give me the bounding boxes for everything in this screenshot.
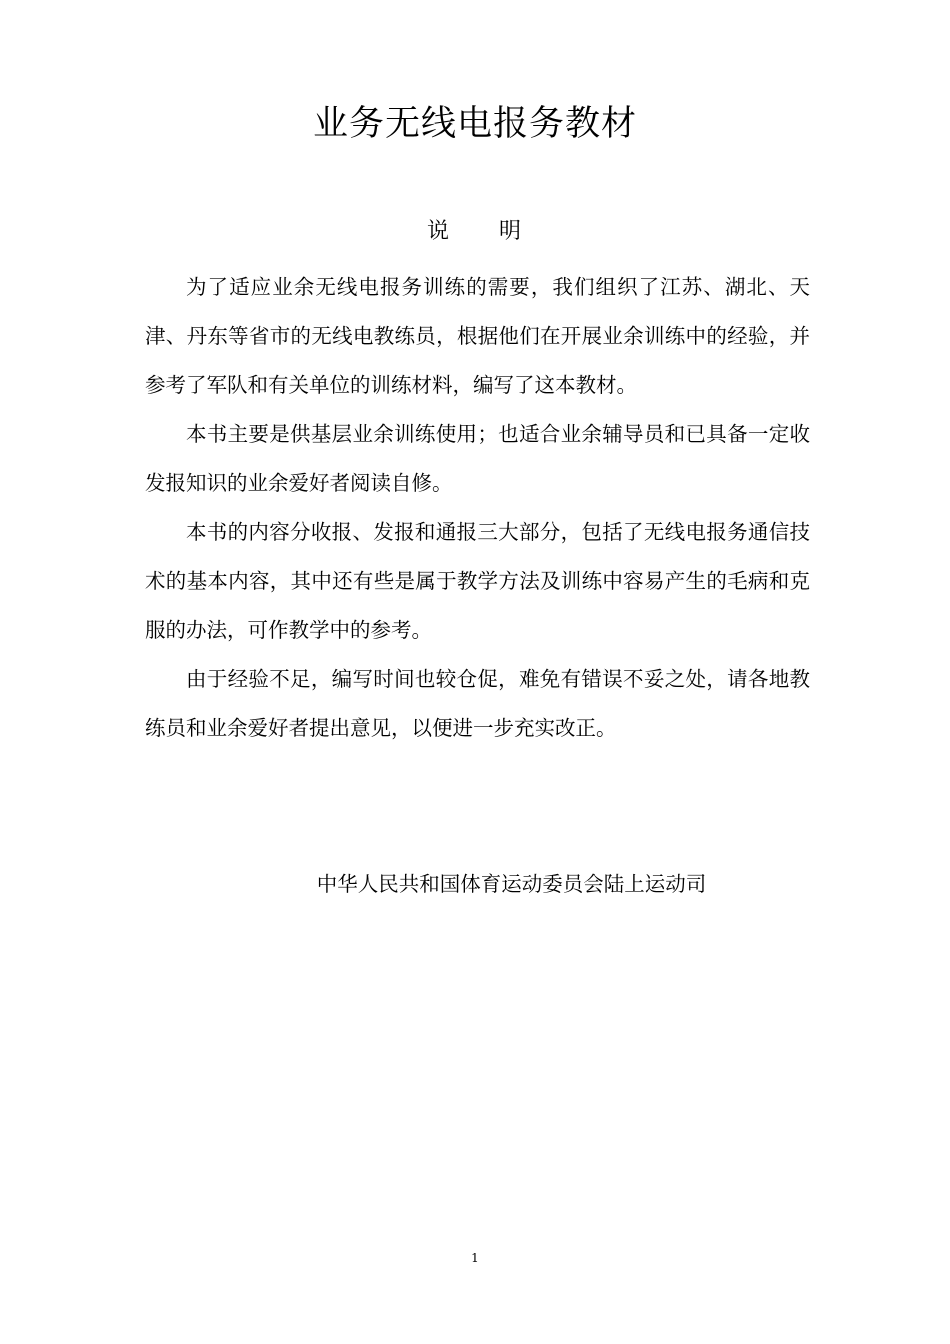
paragraph: 本书主要是供基层业余训练使用；也适合业余辅导员和已具备一定收发报知识的业余爱好者阅读自修。	[145, 422, 810, 495]
paragraph: 由于经验不足，编写时间也较仓促，难免有错误不妥之处，请各地教练员和业余爱好者提出意见，以便进一步充实改正。	[145, 667, 810, 740]
page-number: 1	[471, 1251, 479, 1265]
signature: 中华人民共和国体育运动委员会陆上运动司	[316, 872, 707, 896]
document-title: 业务无线电报务教材	[312, 104, 637, 144]
body-text	[145, 263, 810, 753]
paragraph: 本书的内容分收报、发报和通报三大部分，包括了无线电报务通信技术的基本内容，其中还有些是属于教学方法及训练中容易产生的毛病和克服的办法，可作教学中的参考。	[145, 520, 810, 642]
section-heading: 说 明	[426, 219, 523, 244]
paragraph: 为了适应业余无线电报务训练的需要，我们组织了江苏、湖北、天津、丹东等省市的无线电教练员，根据他们在开展业余训练中的经验，并参考了军队和有关单位的训练材料，编写了这本教材。	[145, 275, 810, 397]
